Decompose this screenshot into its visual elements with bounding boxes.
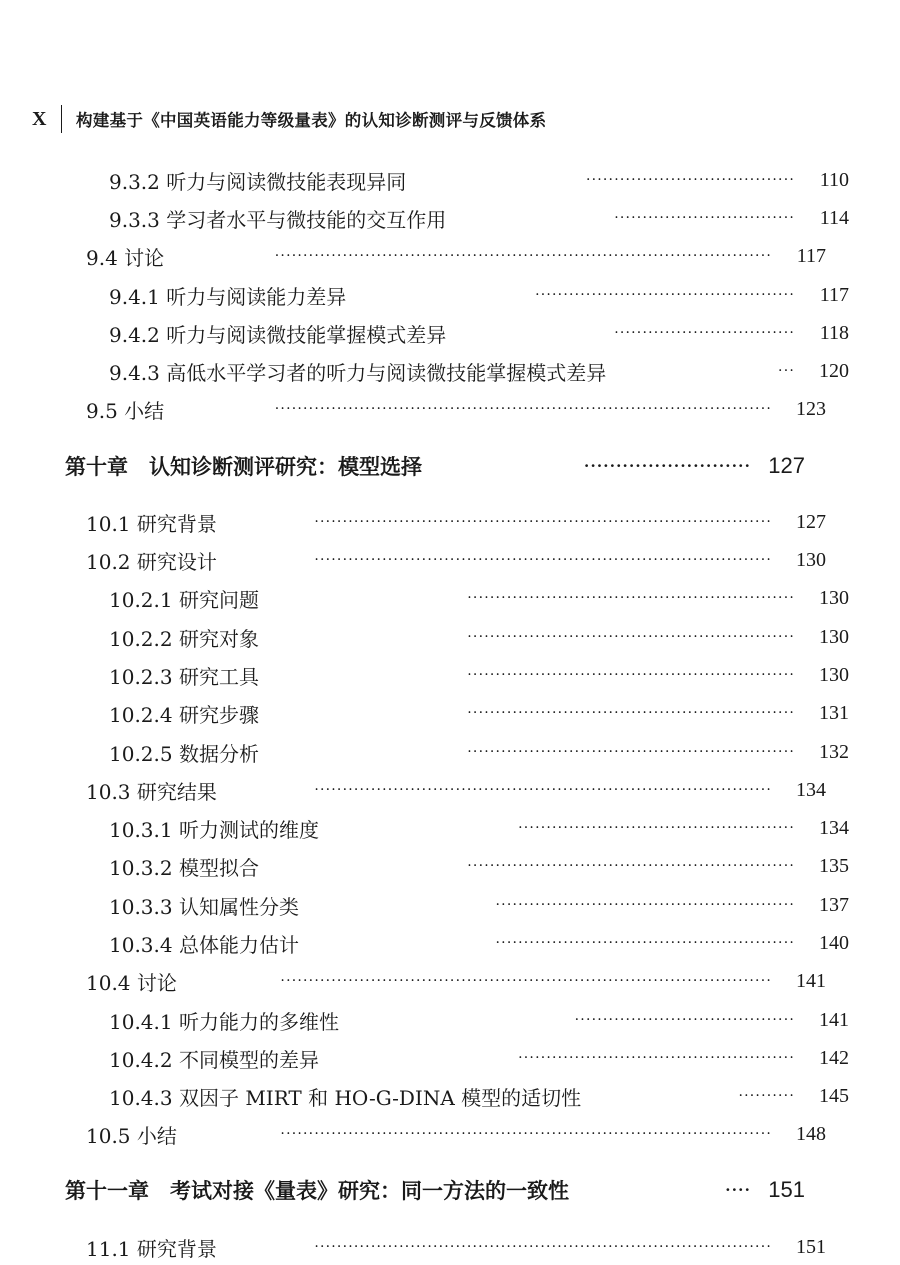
toc-entry[interactable] (0, 928, 900, 958)
toc-page-number: 131 (819, 701, 849, 724)
toc-entry-label: 10.3 研究结果 (86, 779, 217, 804)
toc-entry-label: 9.5 小结 (86, 398, 165, 423)
toc-page-number: 142 (819, 1046, 849, 1069)
toc-entry[interactable] (0, 1081, 900, 1111)
dot-leader: ················································································· (314, 552, 772, 568)
toc-entry-label: 10.3.3 认知属性分类 (109, 894, 299, 919)
header-divider (61, 105, 62, 133)
toc-chapter-label: 第十一章 考试对接《量表》研究：同一方法的一致性 (65, 1179, 569, 1203)
toc-chapter[interactable] (0, 451, 900, 481)
book-title: 构建基于《中国英语能力等级量表》的认知诊断测评与反馈体系 (76, 111, 547, 130)
dot-leader: ····················································· (495, 935, 795, 951)
toc-entry-label: 10.4.2 不同模型的差异 (109, 1047, 319, 1072)
dot-leader: ·············································· (535, 287, 795, 303)
toc-page-number: 145 (819, 1084, 849, 1107)
dot-leader: ······································· (574, 1012, 795, 1028)
toc-entry[interactable] (0, 622, 900, 652)
toc-entry[interactable] (0, 507, 900, 537)
toc-page-number: 148 (796, 1122, 826, 1145)
dot-leader: ····················································· (495, 897, 795, 913)
dot-leader: ·························································· (467, 667, 795, 683)
toc-page-number: 130 (819, 663, 849, 686)
dot-leader: ················································· (518, 820, 795, 836)
dot-leader: ··· (778, 363, 795, 379)
toc-page-number: 130 (819, 625, 849, 648)
toc-page-number: 134 (819, 816, 849, 839)
toc-entry-label: 10.2 研究设计 (86, 549, 217, 574)
toc-page-number: 141 (796, 969, 826, 992)
dot-leader: ················································································· (314, 1239, 772, 1255)
dot-leader: ···· (725, 1181, 751, 1199)
toc-entry[interactable] (0, 698, 900, 728)
dot-leader: ·························································· (467, 744, 795, 760)
toc-entry-label: 10.5 小结 (86, 1123, 177, 1148)
toc-page-number: 130 (819, 586, 849, 609)
toc-page-number: 123 (796, 397, 826, 420)
toc-page-number: 134 (796, 778, 826, 801)
toc-entry[interactable] (0, 813, 900, 843)
dot-leader: ································ (614, 325, 795, 341)
toc-entry-label: 9.4.2 听力与阅读微技能掌握模式差异 (109, 322, 447, 347)
toc-entry-label: 9.3.2 听力与阅读微技能表现异同 (109, 169, 407, 194)
dot-leader: ······················································································· (280, 1126, 772, 1142)
toc-entry[interactable] (0, 775, 900, 805)
toc-entry-label: 10.1 研究背景 (86, 511, 217, 536)
toc-page-number: 132 (819, 740, 849, 763)
toc-entry[interactable] (0, 241, 900, 271)
running-header (32, 106, 546, 132)
toc-entry-label: 10.4 讨论 (86, 970, 177, 995)
toc-entry[interactable] (0, 851, 900, 881)
toc-entry[interactable] (0, 890, 900, 920)
page-number: X (32, 107, 47, 130)
toc-page-number: 118 (819, 321, 849, 344)
toc-entry[interactable] (0, 660, 900, 690)
dot-leader: ·························································· (467, 858, 795, 874)
toc-entry-label: 10.2.4 研究步骤 (109, 702, 259, 727)
toc-entry-label: 10.4.1 听力能力的多维性 (109, 1009, 339, 1034)
toc-page-number: 151 (796, 1235, 826, 1258)
toc-page-number: 130 (796, 548, 826, 571)
toc-entry[interactable] (0, 1005, 900, 1035)
toc-entry-label: 11.1 研究背景 (86, 1236, 217, 1261)
toc-entry[interactable] (0, 203, 900, 233)
toc-entry[interactable] (0, 318, 900, 348)
toc-entry[interactable] (0, 1119, 900, 1149)
dot-leader: ························································································ (274, 248, 772, 264)
toc-page-number: 141 (819, 1008, 849, 1031)
toc-chapter-label: 第十章 认知诊断测评研究：模型选择 (65, 455, 422, 479)
toc-entry-label: 10.2.2 研究对象 (109, 626, 259, 651)
toc-entry[interactable] (0, 737, 900, 767)
toc-entry-label: 10.3.4 总体能力估计 (109, 932, 299, 957)
toc-entry-label: 10.2.1 研究问题 (109, 587, 259, 612)
toc-page-number: 120 (819, 359, 849, 382)
toc-entry[interactable] (0, 356, 900, 386)
toc-entry[interactable] (0, 1043, 900, 1073)
toc-entry[interactable] (0, 583, 900, 613)
toc-entry-label: 10.3.1 听力测试的维度 (109, 817, 319, 842)
toc-entry[interactable] (0, 966, 900, 996)
toc-page-number: 127 (768, 453, 805, 478)
dot-leader: ······················································································· (280, 973, 772, 989)
toc-entry[interactable] (0, 165, 900, 195)
dot-leader: ·························································· (467, 705, 795, 721)
toc-entry-label: 9.4 讨论 (86, 245, 165, 270)
toc-page-number: 151 (768, 1177, 805, 1202)
toc-page-number: 117 (796, 244, 826, 267)
toc-page-number: 114 (819, 206, 849, 229)
dot-leader: ·························· (584, 457, 751, 475)
toc-entry[interactable] (0, 280, 900, 310)
dot-leader: ································ (614, 210, 795, 226)
toc-entry-label: 10.4.3 双因子 MIRT 和 HO-G-DINA 模型的适切性 (109, 1085, 582, 1110)
dot-leader: ················································································· (314, 782, 772, 798)
dot-leader: ························································································ (274, 401, 772, 417)
toc-page-number: 127 (796, 510, 826, 533)
dot-leader: ················································································· (314, 514, 772, 530)
toc-entry-label: 9.4.1 听力与阅读能力差异 (109, 284, 347, 309)
toc-page-number: 117 (819, 283, 849, 306)
dot-leader: ················································· (518, 1050, 795, 1066)
toc-entry[interactable] (0, 1232, 900, 1262)
toc-entry-label: 10.2.3 研究工具 (109, 664, 259, 689)
toc-page-number: 110 (819, 168, 849, 191)
toc-entry-label: 9.4.3 高低水平学习者的听力与阅读微技能掌握模式差异 (109, 360, 607, 385)
dot-leader: ·························································· (467, 590, 795, 606)
dot-leader: ····································· (585, 172, 795, 188)
toc-entry-label: 9.3.3 学习者水平与微技能的交互作用 (109, 207, 447, 232)
toc-chapter[interactable] (0, 1175, 900, 1205)
toc-entry[interactable] (0, 545, 900, 575)
toc-entry-label: 10.3.2 模型拟合 (109, 855, 259, 880)
dot-leader: ·························································· (467, 629, 795, 645)
toc-entry[interactable] (0, 394, 900, 424)
dot-leader: ·········· (738, 1088, 795, 1104)
toc-page-number: 140 (819, 931, 849, 954)
toc-page-number: 135 (819, 854, 849, 877)
toc-entry-label: 10.2.5 数据分析 (109, 741, 259, 766)
toc-page-number: 137 (819, 893, 849, 916)
